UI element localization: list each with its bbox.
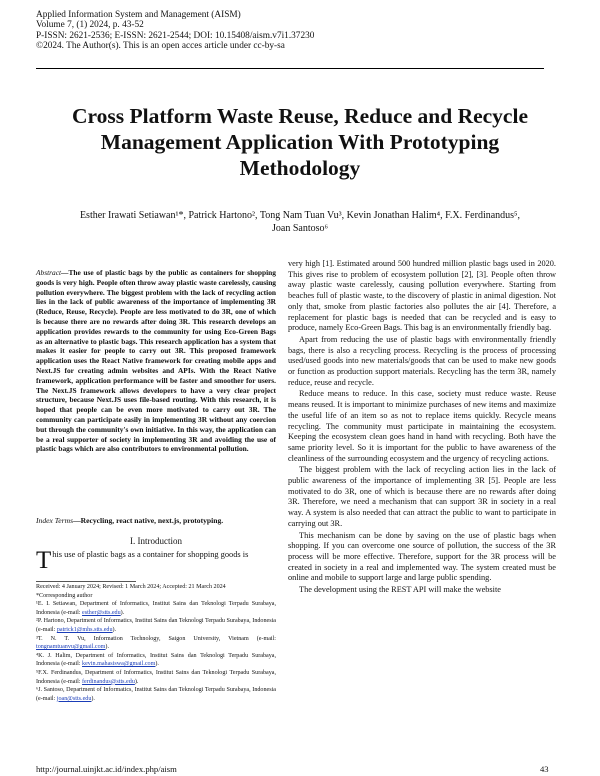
affiliation-4: ⁴K. J. Halim, Department of Informatics, Institut Sains dan Teknologi Terpadu Surabaya, Indonesia (e-mail: kevin.mahasiswa@gmail.com). xyxy=(36,652,276,668)
email-link[interactable]: tongnamtuanvu@gmail.com xyxy=(36,644,106,651)
author-list: Esther Irawati Setiawan¹*, Patrick Hartono², Tong Nam Tuan Vu³, Kevin Jonathan Halim⁴, F.X. Ferdinandus⁵, Joan Santoso⁶ xyxy=(79,210,521,234)
index-terms-label: Index Terms xyxy=(36,516,74,525)
footnote-rule xyxy=(36,581,136,582)
abstract-text: —The use of plastic bags by the public as containers for shopping goods is very high. People often throw away plastic waste carelessly, causing pollution everywhere. The biggest problem with the lack of recycling action lies in the lack of public awareness of the importance of implementing 3R (Reduce, Reuse, Recycle). People are less motivated to do 3R, one of which is because there are no rewards after doing 3R. This research develops an application provides rewards to the community for using Eco-Green Bags as an alternative to plastic bags. This research application has a system that makes it easier for people to carry out 3R. This proposed framework application uses the React Native framework for creating mobile apps and Next.JS for creating admin websites and APIs. With the React Native framework, application performance will be faster and smoother for users. The Next.JS framework allows developers to have a very clear project structure, because Next.JS uses file-based routing. With this research, it is hoped that people can be even more motivated to carry out 3R. The community can participate easily in implementing 3R without any coercion but through the community's own initiative. In this way, the application can be a real supporter of society in implementing 3R and avoiding the use of plastic bags which are also contributors to environmental pollution. xyxy=(36,268,276,454)
introduction-opening xyxy=(36,547,276,574)
corresponding-note: *Corresponding author xyxy=(36,592,93,599)
paragraph: very high [1]. Estimated around 500 hundred million plastic bags used in 2020. This gives rise to problem of ecosystem pollution [2], [3]. People often throw away plastic waste carelessly, causing pollution everywhere. Starting from beaches full of plastic waste, to the discovery of plastic in animal digestion. Not only that, smoke from plastic factories also pollutes the air [4]. Therefore, a replacement for plastic bags is needed that can be recycled and is easy to produce, namely Eco-Green Bags. This bag is an environmentally friendly bag. xyxy=(288,259,556,333)
paragraph: The biggest problem with the lack of recycling action lies in the lack of public awareness of the importance of implementing 3R [5]. People are less motivated to do 3R, one of which is because there are no rewards after doing 3R. Therefore, we need a mechanism that can support 3R in society in a real way. A system is also needed that can attract the public to want to participate in carrying out 3R. xyxy=(288,465,556,528)
drop-cap: T xyxy=(36,547,52,574)
right-column-body xyxy=(288,259,556,597)
header-rule xyxy=(36,68,544,69)
received-dates: Received: 4 January 2024; Revised: 1 March 2024; Accepted: 21 March 2024 xyxy=(36,584,226,590)
journal-url-link[interactable]: http://journal.uinjkt.ac.id/index.php/aism xyxy=(36,764,177,774)
footnotes xyxy=(36,583,276,703)
affiliation-1: ¹E. I. Setiawan, Department of Informatics, Institut Sains dan Teknologi Terpadu Surabaya, Indonesia (e-mail: esther@stts.edu). xyxy=(36,601,276,616)
email-link[interactable]: joan@stts.edu xyxy=(56,695,92,702)
email-link[interactable]: patrick1@mhs.stts.edu xyxy=(56,626,113,633)
affiliation-5: ⁵F.X. Ferdinandus, Department of Informatics, Institut Sains dan Teknologi Terpadu Surabaya, Indonesia (e-mail: ferdinandus@stts.edu). xyxy=(36,669,276,685)
page-number: 43 xyxy=(540,764,549,774)
paragraph: The development using the REST API will make the website xyxy=(299,585,501,595)
email-link[interactable]: esther@stts.edu xyxy=(82,609,121,616)
paper-title: Cross Platform Waste Reuse, Reduce and Recycle Management Application With Prototyping Methodology xyxy=(71,104,528,180)
section-heading-introduction: I. Introduction xyxy=(130,536,182,546)
index-terms xyxy=(36,516,276,526)
paragraph: Reduce means to reduce. In this case, society must reduce waste. Reuse means reused. It is important to minimize purchases of new items and maximize the useful life of an item so as not to replace items quickly. Recycle means recycling. The community must participate in maintaining the ecosystem. Keeping the ecosystem clean goes hand in hand with recycling. Both have the same priority level. So it is important for the public to have awareness of the cleanliness of the surrounding ecosystem and the urgency of recycling actions. xyxy=(288,389,556,463)
affiliation-6: ⁶J. Santoso, Department of Informatics, Institut Sains dan Teknologi Terpadu Surabaya, Indonesia (e-mail: joan@stts.edu). xyxy=(36,687,276,702)
abstract xyxy=(36,268,276,454)
abstract-label: Abstract xyxy=(36,268,62,277)
paragraph: This mechanism can be done by saving on the use of plastic bags when shopping. If you can overcome one source of pollution, the success of the 3R process will be more effective. Therefore, support for the 3R process will be created in society in a real and implemented way. The system created must be online and mobile to support large and large public spending. xyxy=(288,530,556,583)
intro-text: his use of plastic bags as a container for shopping goods is xyxy=(52,550,249,559)
email-link[interactable]: ferdinandus@stts.edu xyxy=(82,678,135,685)
journal-volume: Volume 7, (1) 2024, p. 43-52 xyxy=(36,20,144,31)
journal-header xyxy=(36,10,556,52)
paragraph: Apart from reducing the use of plastic bags with environmentally friendly bags, there is also a recycling process. Recycling is the process of processing used/used goods into new materials/goods that can be used to make new goods or function as production support materials. Recycling has the term 3R, namely reduce, reuse and recycle. xyxy=(288,334,556,387)
email-link[interactable]: kevin.mahasiswa@gmail.com xyxy=(82,661,156,668)
journal-name: Applied Information System and Management (AISM) xyxy=(36,10,241,20)
affiliation-2: ²P. Hartono, Department of Informatics, Institut Sains dan Teknologi Terpadu Surabaya, Indonesia (e-mail: patrick1@mhs.stts.edu). xyxy=(36,618,276,633)
journal-license: ©2024. The Author(s). This is an open acces article under cc-by-sa xyxy=(36,41,285,52)
journal-issn-doi: P-ISSN: 2621-2536; E-ISSN: 2621-2544; DOI: 10.15408/aism.v7i1.37230 xyxy=(36,30,315,41)
index-terms-text: —Recycling, react native, next.js, prototyping. xyxy=(73,516,224,525)
affiliation-3: ³T. N. T. Vu, Information Technology, Saigon University, Vietnam (e-mail: tongnamtuanvu@gmail.com). xyxy=(36,635,276,651)
